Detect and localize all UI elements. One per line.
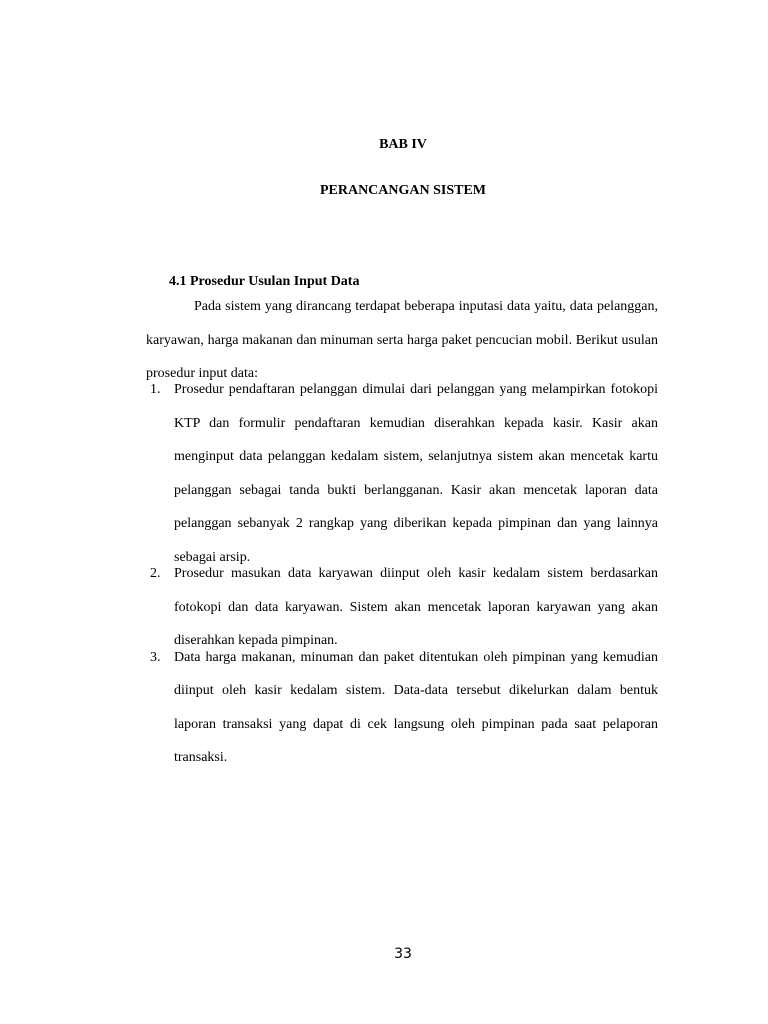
chapter-label: BAB IV xyxy=(379,137,427,152)
list-item xyxy=(146,641,658,775)
list-item-number: 3. xyxy=(150,649,161,665)
list-item-text: Data harga makanan, minuman dan paket ditentukan oleh pimpinan yang kemudian diinput oleh kasir kedalam sistem. Data-data tersebut dikelurkan dalam bentuk laporan transaksi yang dapat di cek langsung oleh pimpinan pada saat pelaporan transaksi. xyxy=(174,649,658,765)
list-item-text: Prosedur masukan data karyawan diinput oleh kasir kedalam sistem berdasarkan fotokopi dan data karyawan. Sistem akan mencetak laporan karyawan yang akan diserahkan kepada pimpinan. xyxy=(174,566,658,648)
page-number: 33 xyxy=(394,946,412,962)
list-item-number: 2. xyxy=(150,566,161,581)
list-item-text: Prosedur pendaftaran pelanggan dimulai dari pelanggan yang melampirkan fotokopi KTP dan formulir pendaftaran kemudian diserahkan kepada kasir. Kasir akan menginput data pelanggan kedalam sistem, selanjutnya sistem akan mencetak kartu pelanggan sebagai tanda bukti berlangganan. Kasir akan mencetak laporan data pelanggan sebanyak 2 rangkap yang diberikan kepada pimpinan dan yang lainnya sebagai arsip. xyxy=(174,382,658,565)
section-heading: 4.1 Prosedur Usulan Input Data xyxy=(169,274,360,289)
intro-paragraph: Pada sistem yang dirancang terdapat beberapa inputasi data yaitu, data pelanggan, karyawan, harga makanan dan minuman serta harga paket pencucian mobil. Berikut usulan prosedur input data: xyxy=(146,299,658,381)
procedure-list xyxy=(146,373,658,765)
chapter-title: PERANCANGAN SISTEM xyxy=(319,183,487,198)
list-item-number: 1. xyxy=(150,382,161,397)
list-item xyxy=(146,373,658,574)
